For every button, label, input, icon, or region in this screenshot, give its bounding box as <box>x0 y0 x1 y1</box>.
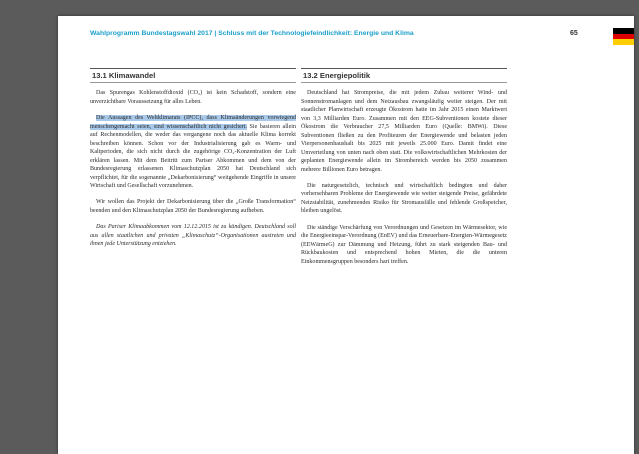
paragraph-with-selection[interactable] <box>90 114 296 190</box>
section-title-klimawandel: 13.1 Klimawandel <box>90 68 296 83</box>
page-number: 65 <box>570 30 578 37</box>
paragraph[interactable]: Die ständige Verschärfung von Verordnungen und Gesetzen im Wärmesektor, wie die Energieeinspar-Verordnung (EnEV) und das Erneuerbare-Energien-Wärmegesetz (EEWärmeG) zur Dämmung und Heizung, führt zu stark steigenden Bau- und Rückbaukosten und entsprechend hohen Mieten, die die unteren Einkommensgruppen besonders hart treffen. <box>301 224 507 265</box>
right-column <box>301 68 507 274</box>
flag-stripe-gold <box>613 39 634 45</box>
paragraph[interactable]: Das Spurengas Kohlenstoffdioxid (CO₂) ist kein Schadstoff, sondern eine unverzichtbare Voraussetzung für alles Leben. <box>90 90 296 105</box>
page-header: Wahlprogramm Bundestagswahl 2017 | Schluss mit der Technologiefeindlichkeit: Energie und Klima <box>90 30 414 37</box>
paragraph-text[interactable]: Sie basieren allein auf Rechenmodellen, die weder das vergangene noch das aktuelle Klima korrekt beschreiben können. Schon vor der Industrialisierung gab es Warm- und Kaltperioden, die sich nicht durch die zugehörige CO₂-Konzentration der Luft erklären lassen. Mit dem Beitritt zum Pariser Abkommen und dem von der Bundesregierung erlassenen Klimaschutzplan 2050 hat Deutschland sich verpflichtet, für die sogenannte „Dekarbonisierung“ weitgehende Eingriffe in unsere Wirtschaft und Gesellschaft vorzunehmen. <box>90 123 296 189</box>
paragraph[interactable]: Deutschland hat Strompreise, die mit jedem Zubau weiterer Wind- und Sonnenstromanlagen und dem Netzausbau zwangsläufig weiter steigen. Der mit staatlicher Planwirtschaft erzeugte Ökostrom hatte im Jahr 2015 einen Marktwert von 3,3 Milliarden Euro. Zusammen mit den EEG-Subventionen kostete dieser Ökostrom die Verbraucher 27,5 Milliarden Euro (Quelle: BMWi). Diese Subventionen fließen zu den Profiteuren der Energiewende und belasten jeden Vierpersonenhaushalt bis 2025 mit jeweils 25.000 Euro. Damit findet eine Umverteilung von unten nach oben statt. Die volkswirtschaftlichen Mehrkosten der geplanten Energiewende allein im Strombereich werden bis 2050 zusammen mehrere Billionen Euro betragen. <box>301 90 507 173</box>
paragraph-demand[interactable]: Das Pariser Klimaabkommen vom 12.12.2015 ist zu kündigen. Deutschland soll aus allen staatlichen und privaten „Klimaschutz“-Organisationen austreten und ihnen jede Unterstützung entziehen. <box>90 224 296 248</box>
german-flag-icon <box>613 28 634 45</box>
paragraph[interactable]: Die naturgesetzlich, technisch und wirtschaftlich bedingten und daher vorhersehbaren Probleme der Energiewende wie weiter steigende Preise, gefährdete Netzstabilität, zunehmendes Risiko für Stromausfälle und fehlende Großspeicher, bleiben ungelöst. <box>301 182 507 215</box>
left-column <box>90 68 296 257</box>
section-title-energiepolitik: 13.2 Energiepolitik <box>301 68 507 83</box>
document-page <box>58 16 634 454</box>
paragraph[interactable]: Wir wollen das Projekt der Dekarbonisierung über die „Große Transformation“ beenden und den Klimaschutzplan 2050 der Bundesregierung aufheben. <box>90 199 296 214</box>
text-selection-highlight[interactable]: Die Aussagen des Weltklimarats (IPCC), dass Klimaänderungen vorwiegend menschengemacht seien, sind wissenschaftlich nicht gesichert. <box>90 115 296 130</box>
